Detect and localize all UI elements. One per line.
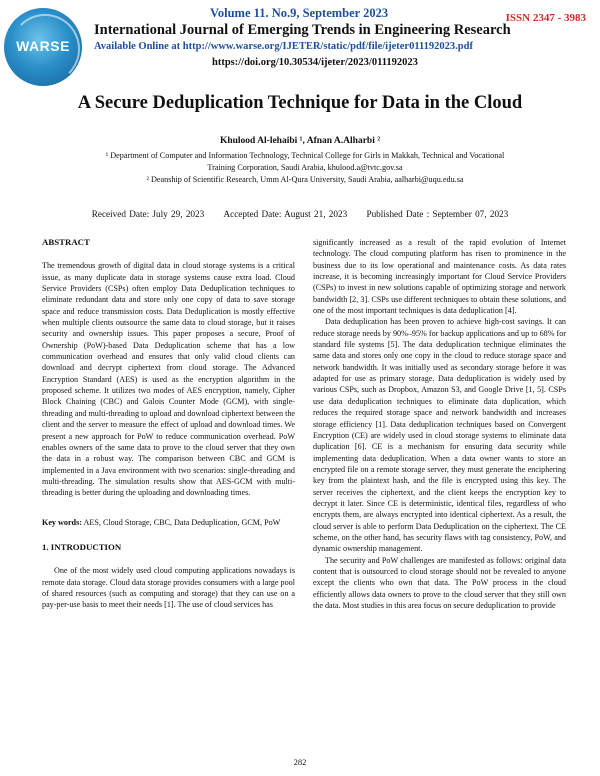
right-column xyxy=(313,237,566,611)
keywords xyxy=(42,517,295,528)
left-column xyxy=(42,237,295,611)
affiliation-1-line-2: Training Corporation, Saudi Arabia, khulood.a@tvtc.gov.sa xyxy=(207,163,403,172)
received-date: Received Date: July 29, 2023 xyxy=(91,209,205,219)
issn: ISSN 2347 - 3983 xyxy=(505,12,586,24)
intro-paragraph-3: The security and PoW challenges are manifested as follows: original data content that is outsourced to cloud storage should not be revealed to anyone except the clients who own that data. The PoW process in the cloud efficiently allows data owners to prove to the cloud server that they still own the data. Most studies in this area focus on secure deduplication to provide xyxy=(313,555,566,610)
warse-logo xyxy=(4,8,82,86)
available-online-link[interactable]: Available Online at http://www.warse.org/IJETER/static/pdf/file/ijeter011192023.pdf xyxy=(94,41,473,52)
intro-paragraph-1-continued: significantly increased as a result of the rapid evolution of Internet technology. The cloud computing platform has risen to prominence in the business due to its low operational and maintenance costs. As data rates increase, it is becoming increasingly important for Cloud Service Providers (CSPs) to invest in new solutions capable of optimizing storage and network bandwidth [2, 3]. CSPs use different techniques to obtain these solutions, and one of the most important techniques is data deduplication [4]. xyxy=(313,238,566,316)
accepted-date: Accepted Date: August 21, 2023 xyxy=(223,209,348,219)
affiliation-1-line-1: ¹ Department of Computer and Information Technology, Technical College for Girls in Makkah, Technical and Vocational xyxy=(105,151,505,160)
intro-paragraph-1: One of the most widely used cloud computing applications nowadays is remote data storage. Cloud data storage provides consumers with a large pool of shared resources (such as computing and storage) that they can use on a pay-per-use basis to meet their needs [1]. The use of cloud services has xyxy=(42,566,295,610)
intro-paragraph-2: Data deduplication has been proven to achieve high-cost savings. It can reduce storage needs by 90%–95% for backup applications and up to 68% for standard file systems [5]. The data deduplication technique eliminates the same data and stores only one copy in the cloud to reduce storage space and network bandwidth. It was initially used as secondary storage before it was adapted for use as primary storage. Data deduplication is widely used by various CSPs, such as Dropbox, Amazon S3, and Google Drive [1, 5]. CSPs use data deduplication techniques to eliminate data duplication, which reduces the required storage space and network bandwidth and increases storage efficiency [1]. Data deduplication techniques based on Convergent Encryption (CE) are widely used in cloud storage systems to eliminate data duplication [6]. CE is a mechanism for ensuring data security while implementing data deduplication. When a data owner wants to store an encrypted file on a remote storage server, they must generate the enciphering key from the plaintext hash, and the file is encrypted using this key. The server receives the ciphertext, and the client keeps the encryption key to decrypt it later. Since CE is deterministic, identical files, regardless of who encrypts them, are always encrypted into identical ciphertext. As a result, the cloud server is able to perform Data Deduplication on the ciphertext. The CE scheme, on the other hand, has security flaws with tag consistency, PoW, and dynamic ownership management. xyxy=(313,317,566,554)
doi-link[interactable]: https://doi.org/10.30534/ijeter/2023/011192023 xyxy=(212,57,418,68)
abstract-body: The tremendous growth of digital data in cloud storage systems is a critical issue, as many duplicate data in storage systems cause extra load. Cloud Service Providers (CSPs) often employ Data Deduplication techniques to eliminate redundant data and store only one copy of data to save storage space and reduce transmission costs. Data Deduplication is mostly effective when multiple clients outsource the same data to cloud storage, but it raises security and ownership issues. This paper proposes a secure, Proof of Ownership (PoW)-based Data Deduplication scheme that has a low communication overhead and ensures that only valid cloud clients can download and decrypt ciphertext from cloud storage. The Advanced Encryption Standard (AES) is used as the encryption algorithm in the proposed scheme. It utilizes two modes of AES encryption, namely, Cipher Block Chaining (CBC) and Galois Counter Mode (GCM), with single-threading and multi-threading to upload and download ciphertext between the client and the server to measure the effect of upload and download times. We present a new approach for PoW to reduce communication overhead. PoW enables owners of the same data to prove to the cloud server that they own the data in a robust way. The comparison between CBC and GCM is implemented in a Java environment with two scenarios: single-threading and multi-threading. The simulation results show that AES-GCM with multi-threading is better during the uploading and downloading times. xyxy=(42,261,295,498)
paper-title: A Secure Deduplication Technique for Data in the Cloud xyxy=(77,93,523,113)
keywords-text: AES, Cloud Storage, CBC, Data Deduplication, GCM, PoW xyxy=(81,517,281,527)
dates-line xyxy=(0,209,600,219)
journal-title: International Journal of Emerging Trends in Engineering Research xyxy=(94,22,511,38)
introduction-heading: 1. INTRODUCTION xyxy=(42,541,122,552)
authors: Khulood Al-lehaibi ¹, Afnan A.Alharbi ² xyxy=(219,136,381,146)
abstract-heading: ABSTRACT xyxy=(42,237,90,247)
affiliation-2: ² Deanship of Scientific Research, Umm Al-Qura University, Saudi Arabia, aalharbi@uqu.edu.sa xyxy=(146,175,464,184)
volume-issue: Volume 11. No.9, September 2023 xyxy=(210,6,389,20)
page-number: 282 xyxy=(293,757,307,767)
published-date: Published Date : September 07, 2023 xyxy=(366,209,509,219)
keywords-label: Key words: xyxy=(42,517,82,527)
logo-text: WARSE xyxy=(16,38,70,54)
